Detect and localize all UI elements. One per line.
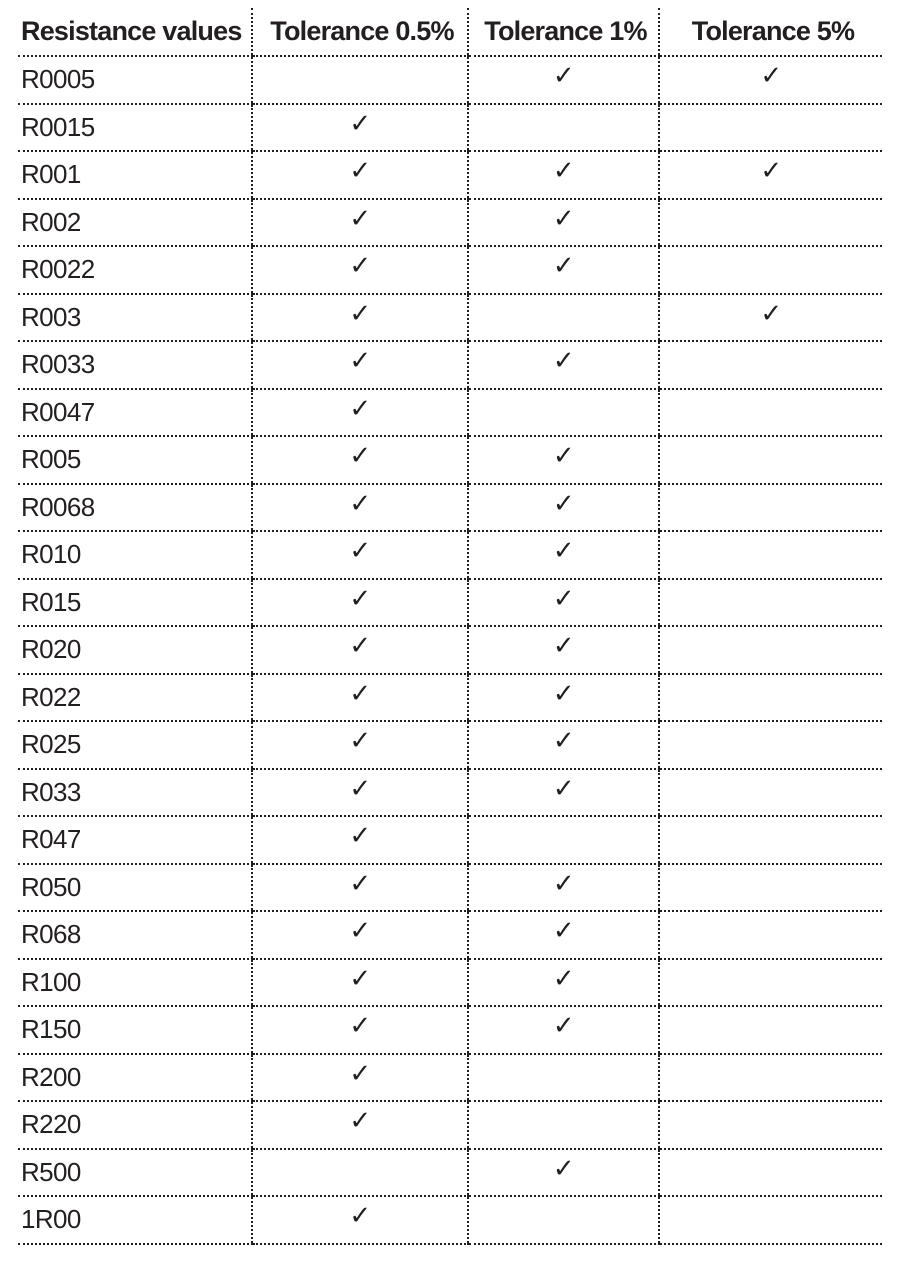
tolerance-1-cell [468, 199, 659, 247]
checkmark-icon: ✓ [349, 536, 371, 567]
tolerance-5-cell [659, 389, 882, 437]
checkmark-icon: ✓ [349, 108, 371, 139]
tolerance-0-5-cell [252, 1054, 468, 1102]
table-row [18, 436, 882, 484]
tolerance-5-cell [659, 769, 882, 817]
table-row [18, 151, 882, 199]
checkmark-icon: ✓ [349, 156, 371, 187]
tolerance-0-5-cell [252, 151, 468, 199]
tolerance-0-5-cell [252, 199, 468, 247]
resistance-value-cell: R015 [18, 579, 252, 627]
tolerance-5-cell [659, 246, 882, 294]
resistance-value-cell: R001 [18, 151, 252, 199]
header-tolerance-5: Tolerance 5% [659, 8, 882, 56]
checkmark-icon: ✓ [349, 1106, 371, 1137]
resistance-value-cell: R047 [18, 816, 252, 864]
table-row [18, 1196, 882, 1244]
tolerance-1-cell [468, 531, 659, 579]
checkmark-icon: ✓ [349, 678, 371, 709]
tolerance-5-cell [659, 199, 882, 247]
checkmark-icon: ✓ [349, 1201, 371, 1232]
table-row [18, 341, 882, 389]
checkmark-icon: ✓ [349, 963, 371, 994]
tolerance-0-5-cell [252, 1006, 468, 1054]
resistance-value-cell: R002 [18, 199, 252, 247]
resistance-value-cell: R500 [18, 1149, 252, 1197]
checkmark-icon: ✓ [552, 678, 575, 709]
tolerance-5-cell [659, 816, 882, 864]
tolerance-1-cell [468, 341, 659, 389]
checkmark-icon: ✓ [349, 346, 371, 377]
checkmark-icon: ✓ [552, 346, 575, 377]
tolerance-5-cell [659, 864, 882, 912]
checkmark-icon: ✓ [552, 156, 575, 187]
checkmark-icon: ✓ [552, 203, 575, 234]
checkmark-icon: ✓ [349, 298, 371, 329]
resistance-value-cell: R100 [18, 959, 252, 1007]
checkmark-icon: ✓ [349, 631, 371, 662]
table-row [18, 246, 882, 294]
tolerance-0-5-cell [252, 341, 468, 389]
table-row [18, 959, 882, 1007]
table-row [18, 864, 882, 912]
checkmark-icon: ✓ [552, 441, 575, 472]
checkmark-icon: ✓ [349, 821, 371, 852]
resistance-value-cell: R0068 [18, 484, 252, 532]
checkmark-icon: ✓ [349, 1011, 371, 1042]
tolerance-5-cell [659, 294, 882, 342]
tolerance-5-cell [659, 579, 882, 627]
checkmark-icon: ✓ [552, 916, 575, 947]
tolerance-1-cell [468, 1101, 659, 1149]
tolerance-0-5-cell [252, 56, 468, 104]
tolerance-5-cell [659, 151, 882, 199]
tolerance-0-5-cell [252, 1101, 468, 1149]
checkmark-icon: ✓ [349, 203, 371, 234]
tolerance-5-cell [659, 911, 882, 959]
table-header [18, 8, 882, 56]
table-row [18, 1101, 882, 1149]
tolerance-0-5-cell [252, 531, 468, 579]
resistance-value-cell: R050 [18, 864, 252, 912]
checkmark-icon: ✓ [349, 773, 371, 804]
tolerance-1-cell [468, 959, 659, 1007]
tolerance-5-cell [659, 1101, 882, 1149]
tolerance-0-5-cell [252, 579, 468, 627]
table-row [18, 1149, 882, 1197]
tolerance-1-cell [468, 769, 659, 817]
tolerance-0-5-cell [252, 484, 468, 532]
resistance-value-cell: R003 [18, 294, 252, 342]
checkmark-icon: ✓ [349, 1058, 371, 1089]
tolerance-1-cell [468, 484, 659, 532]
tolerance-5-cell [659, 56, 882, 104]
checkmark-icon: ✓ [552, 1153, 575, 1184]
tolerance-0-5-cell [252, 721, 468, 769]
table-row [18, 769, 882, 817]
checkmark-icon: ✓ [349, 488, 371, 519]
tolerance-1-cell [468, 1006, 659, 1054]
resistance-value-cell: R022 [18, 674, 252, 722]
checkmark-icon: ✓ [760, 298, 782, 329]
tolerance-5-cell [659, 341, 882, 389]
table-row [18, 579, 882, 627]
resistance-value-cell: R0047 [18, 389, 252, 437]
tolerance-1-cell [468, 104, 659, 152]
checkmark-icon: ✓ [552, 726, 575, 757]
tolerance-0-5-cell [252, 104, 468, 152]
tolerance-5-cell [659, 1006, 882, 1054]
resistance-tolerance-table [18, 8, 882, 1245]
checkmark-icon: ✓ [349, 916, 371, 947]
tolerance-5-cell [659, 1054, 882, 1102]
table-row [18, 531, 882, 579]
checkmark-icon: ✓ [552, 583, 575, 614]
tolerance-1-cell [468, 56, 659, 104]
tolerance-1-cell [468, 674, 659, 722]
checkmark-icon: ✓ [349, 441, 371, 472]
tolerance-0-5-cell [252, 389, 468, 437]
tolerance-1-cell [468, 246, 659, 294]
tolerance-1-cell [468, 389, 659, 437]
tolerance-1-cell [468, 626, 659, 674]
tolerance-1-cell [468, 294, 659, 342]
table-row [18, 1054, 882, 1102]
checkmark-icon: ✓ [760, 61, 782, 92]
tolerance-0-5-cell [252, 294, 468, 342]
checkmark-icon: ✓ [552, 963, 575, 994]
tolerance-5-cell [659, 484, 882, 532]
checkmark-icon: ✓ [552, 536, 575, 567]
checkmark-icon: ✓ [552, 1011, 575, 1042]
resistance-value-cell: R220 [18, 1101, 252, 1149]
checkmark-icon: ✓ [349, 393, 371, 424]
table-row [18, 294, 882, 342]
header-tolerance-1: Tolerance 1% [468, 8, 659, 56]
tolerance-5-cell [659, 626, 882, 674]
tolerance-0-5-cell [252, 959, 468, 1007]
tolerance-1-cell [468, 151, 659, 199]
tolerance-5-cell [659, 959, 882, 1007]
checkmark-icon: ✓ [760, 156, 782, 187]
checkmark-icon: ✓ [349, 726, 371, 757]
tolerance-5-cell [659, 721, 882, 769]
resistance-value-cell: R150 [18, 1006, 252, 1054]
checkmark-icon: ✓ [552, 868, 575, 899]
tolerance-0-5-cell [252, 1149, 468, 1197]
table-row [18, 626, 882, 674]
resistance-value-cell: 1R00 [18, 1196, 252, 1244]
table-row [18, 484, 882, 532]
table-row [18, 674, 882, 722]
checkmark-icon: ✓ [349, 583, 371, 614]
resistance-value-cell: R020 [18, 626, 252, 674]
table-row [18, 816, 882, 864]
tolerance-1-cell [468, 911, 659, 959]
tolerance-0-5-cell [252, 911, 468, 959]
resistance-value-cell: R025 [18, 721, 252, 769]
tolerance-1-cell [468, 1054, 659, 1102]
checkmark-icon: ✓ [349, 868, 371, 899]
tolerance-5-cell [659, 674, 882, 722]
tolerance-5-cell [659, 104, 882, 152]
tolerance-5-cell [659, 1196, 882, 1244]
header-resistance-values: Resistance values [18, 8, 252, 56]
tolerance-1-cell [468, 1196, 659, 1244]
tolerance-0-5-cell [252, 1196, 468, 1244]
tolerance-0-5-cell [252, 769, 468, 817]
tolerance-1-cell [468, 816, 659, 864]
resistance-value-cell: R0005 [18, 56, 252, 104]
tolerance-0-5-cell [252, 246, 468, 294]
resistance-value-cell: R0022 [18, 246, 252, 294]
tolerance-1-cell [468, 1149, 659, 1197]
tolerance-0-5-cell [252, 864, 468, 912]
header-tolerance-0-5: Tolerance 0.5% [252, 8, 468, 56]
checkmark-icon: ✓ [552, 773, 575, 804]
table-row [18, 911, 882, 959]
table-row [18, 56, 882, 104]
tolerance-0-5-cell [252, 626, 468, 674]
tolerance-0-5-cell [252, 436, 468, 484]
checkmark-icon: ✓ [552, 61, 575, 92]
checkmark-icon: ✓ [349, 251, 371, 282]
resistance-value-cell: R005 [18, 436, 252, 484]
tolerance-0-5-cell [252, 674, 468, 722]
table-row [18, 721, 882, 769]
resistance-value-cell: R068 [18, 911, 252, 959]
table-row [18, 199, 882, 247]
tolerance-1-cell [468, 579, 659, 627]
tolerance-1-cell [468, 864, 659, 912]
table-row [18, 104, 882, 152]
checkmark-icon: ✓ [552, 251, 575, 282]
tolerance-1-cell [468, 721, 659, 769]
resistance-value-cell: R010 [18, 531, 252, 579]
tolerance-0-5-cell [252, 816, 468, 864]
resistance-value-cell: R200 [18, 1054, 252, 1102]
resistance-value-cell: R0015 [18, 104, 252, 152]
resistance-value-cell: R033 [18, 769, 252, 817]
resistance-value-cell: R0033 [18, 341, 252, 389]
table-body [18, 56, 882, 1244]
header-row [18, 8, 882, 56]
tolerance-1-cell [468, 436, 659, 484]
tolerance-5-cell [659, 531, 882, 579]
checkmark-icon: ✓ [552, 488, 575, 519]
table-row [18, 389, 882, 437]
checkmark-icon: ✓ [552, 631, 575, 662]
tolerance-5-cell [659, 436, 882, 484]
table-row [18, 1006, 882, 1054]
tolerance-5-cell [659, 1149, 882, 1197]
